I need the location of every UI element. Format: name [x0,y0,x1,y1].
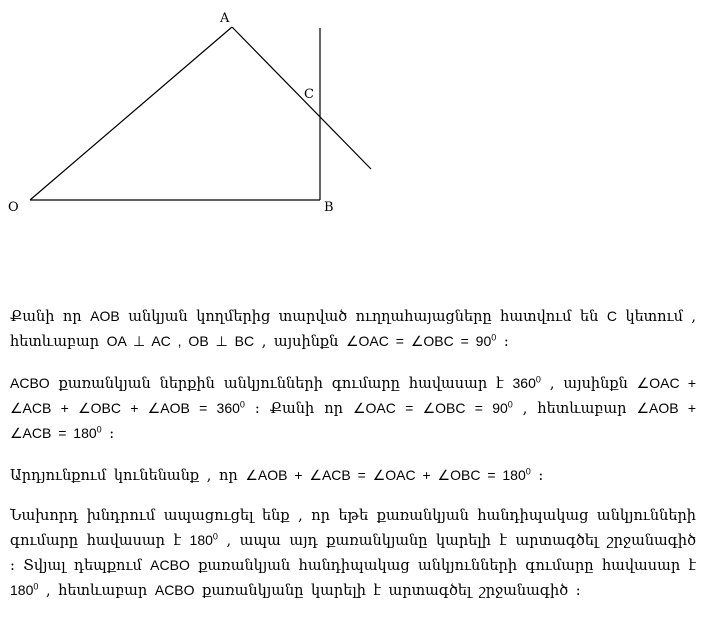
text: , հետևաբար [522,401,627,417]
math: ∠OAC + ∠ACB + ∠OBC + ∠AOB = $360^0$ [10,375,697,416]
geometry-figure [0,0,702,240]
math: ∠OAC = ∠OBC = $90^0$ [345,332,497,349]
paragraph-result [10,463,696,488]
point-label-A: A [220,11,230,26]
text: Արդյունքում կունենանք , որ [10,468,238,484]
text: քառանկյան ներքին անկյունների գումարը հավասար է [58,376,504,392]
point-label-C: C [304,87,314,102]
math: ACBO [10,375,50,391]
math: $360^0$ [512,374,541,391]
text: Նախորդ խնդրում ապացուցել ենք , որ եթե քառանկյան հանդիպակաց անկյունների գումարը հավասար է [10,508,696,549]
text: , այսինքն [261,334,339,350]
text: կետում , հետևաբար [10,309,697,350]
math: OA ⊥ AC , OB ⊥ BC [106,333,255,349]
math: ACBO [154,582,195,598]
text: քառանկյան հանդիպակաց անկյունների գումարը հավասար է [198,558,696,574]
math: $180^0$ [10,581,39,598]
math: $180^0$ [189,531,218,548]
math: ACBO [150,557,190,573]
text: , հետևաբար [45,583,148,599]
math: ∠AOB + ∠ACB = $180^0$ [10,400,697,441]
math: AOB [90,308,120,324]
degree-superscript: 0 [239,399,245,410]
paragraph-perpendiculars [10,304,696,354]
text: քառանկյանը կարելի է արտագծել շրջանագիծ : [202,583,581,599]
text: անկյան կողմերից տարված ուղղահայացները հատվում են [128,309,599,325]
degree-superscript: 0 [535,374,541,385]
segment-OA [30,27,232,200]
degree-superscript: 0 [212,531,218,542]
degree-superscript: 0 [507,399,513,410]
degree-superscript: 0 [33,581,39,592]
paragraph-angle-sum [10,371,696,446]
text: , ապա այդ քառանկյանը կարելի է արտագծել շրջանագիծ : Տվյալ դեպքում [10,533,696,574]
degree-superscript: 0 [491,332,497,343]
paragraph-conclusion [10,504,696,603]
text: : [109,426,115,442]
point-label-B: B [324,200,334,215]
text: Քանի որ [10,309,82,325]
text: , այսինքն [549,376,628,392]
math: ∠OAC = ∠OBC = $90^0$ [352,399,513,416]
degree-superscript: 0 [96,424,102,435]
math: C [606,308,617,324]
math: ∠AOB + ∠ACB = ∠OAC + ∠OBC = $180^0$ [245,466,531,483]
ray-A-through-C [232,27,371,169]
point-label-O: O [8,200,19,215]
text: : [538,468,544,484]
text: : [503,334,509,350]
text: : Քանի որ [254,401,343,417]
degree-superscript: 0 [525,466,531,477]
